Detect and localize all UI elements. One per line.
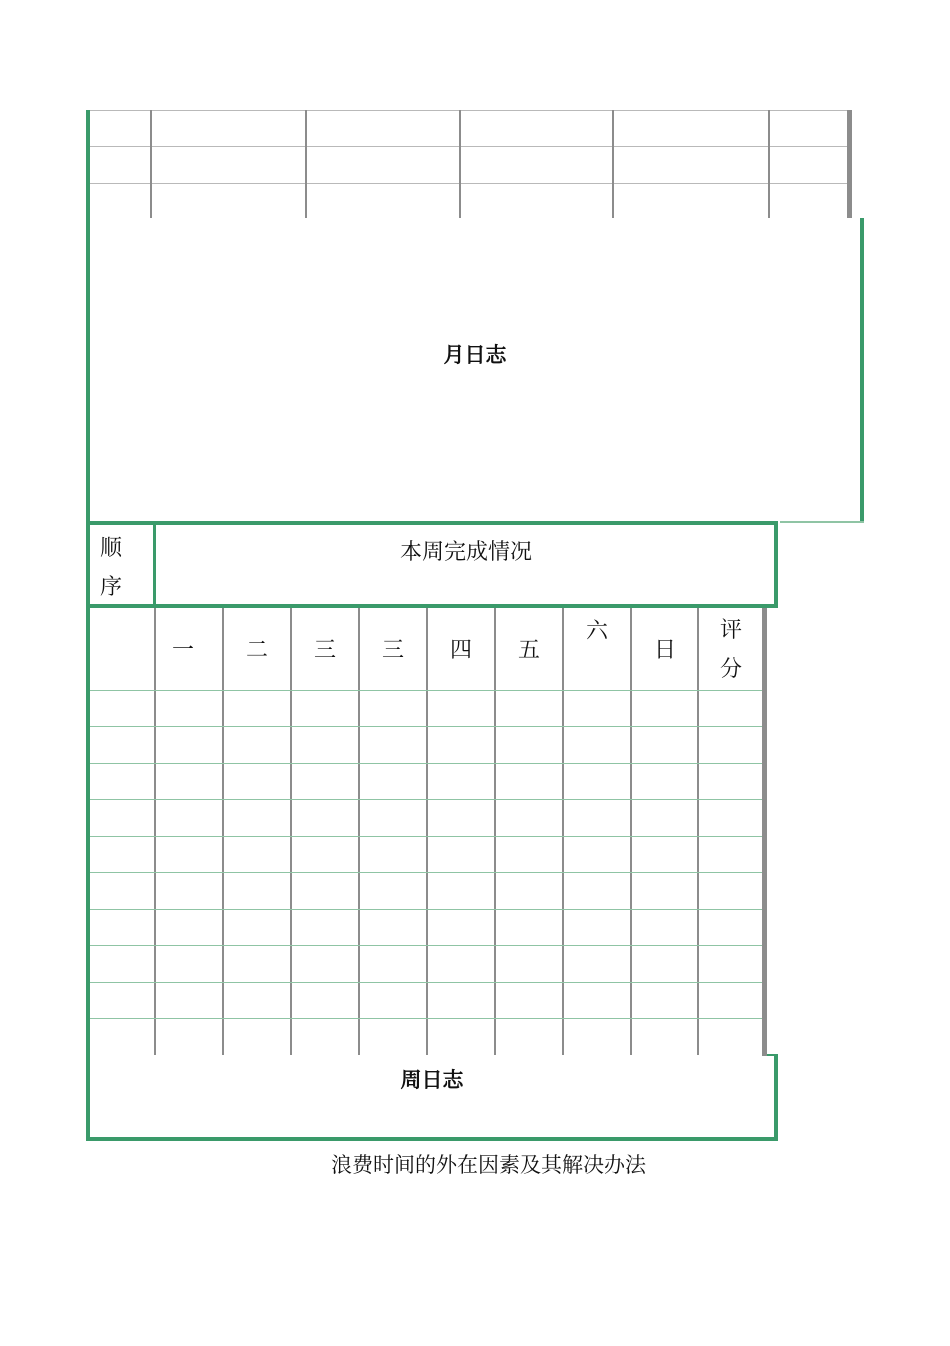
weekly-grid-col-divider (494, 608, 496, 1055)
weekly-grid-col-divider (562, 608, 564, 1055)
day-header-sun: 日 (653, 638, 676, 663)
weekly-log-right-border (774, 1054, 778, 1141)
top-grid-rule (90, 183, 847, 184)
monthly-log-bottom-rule (780, 521, 864, 523)
day-header-mon: 一 (171, 638, 194, 663)
weekly-grid-row-rule (90, 799, 762, 800)
weekly-log-title: 周日志 (400, 1068, 464, 1092)
weekly-grid-row-rule (90, 982, 762, 983)
score-label-line1: 评 (720, 618, 743, 643)
weekly-grid-col-divider (290, 608, 292, 1055)
weekly-header-left-border (86, 521, 90, 608)
score-label-line2: 分 (720, 656, 743, 682)
weekly-grid-row-rule (90, 872, 762, 873)
weekly-grid-col-divider (222, 608, 224, 1055)
order-label (100, 530, 122, 607)
section-heading: 浪费时间的外在因素及其解决办法 (331, 1153, 646, 1177)
monthly-log-left-border (86, 218, 90, 524)
day-header-fri: 五 (517, 638, 540, 663)
weekly-grid-col-divider (630, 608, 632, 1055)
weekly-header-top-border (86, 521, 778, 525)
top-grid-col-divider (612, 110, 614, 220)
top-grid-col-divider (459, 110, 461, 220)
day-header-thu: 四 (449, 638, 472, 663)
top-grid-rule (90, 146, 847, 147)
weekly-grid-left-border (86, 604, 90, 1056)
weekly-grid-row-rule (90, 909, 762, 910)
weekly-grid-row-rule (90, 726, 762, 727)
weekly-grid-right-border (762, 608, 767, 1056)
top-grid-left-border (86, 110, 90, 220)
weekly-grid-row-rule (90, 1018, 762, 1019)
weekly-grid-col-divider (154, 608, 156, 1055)
weekly-grid-row-rule (90, 763, 762, 764)
order-label-line2: 序 (100, 574, 123, 600)
weekly-grid-col-divider (358, 608, 360, 1055)
day-header-sat: 六 (585, 619, 608, 644)
weekly-log-top-rule (767, 1054, 778, 1056)
weekly-header-bottom-border (86, 604, 778, 608)
day-header-thu-dup: 三 (381, 638, 404, 663)
monthly-log-right-border (860, 218, 864, 523)
top-grid-rule (90, 110, 847, 111)
monthly-log-top-rule (90, 218, 860, 220)
weekly-grid-row-rule (90, 945, 762, 946)
day-header-wed: 三 (313, 638, 336, 663)
weekly-grid-row-rule (90, 690, 762, 691)
completion-label: 本周完成情况 (399, 540, 532, 565)
top-grid-right-border (847, 110, 852, 220)
day-header-tue: 二 (245, 638, 268, 663)
weekly-grid-col-divider (697, 608, 699, 1055)
top-grid-col-divider (768, 110, 770, 220)
weekly-grid-row-rule (90, 836, 762, 837)
weekly-grid-col-divider (426, 608, 428, 1055)
score-label (720, 612, 742, 689)
monthly-log-title: 月日志 (443, 343, 507, 367)
weekly-log-bottom-border (86, 1137, 778, 1141)
order-label-line1: 顺 (100, 536, 123, 561)
top-grid-col-divider (150, 110, 152, 220)
top-grid-col-divider (305, 110, 307, 220)
